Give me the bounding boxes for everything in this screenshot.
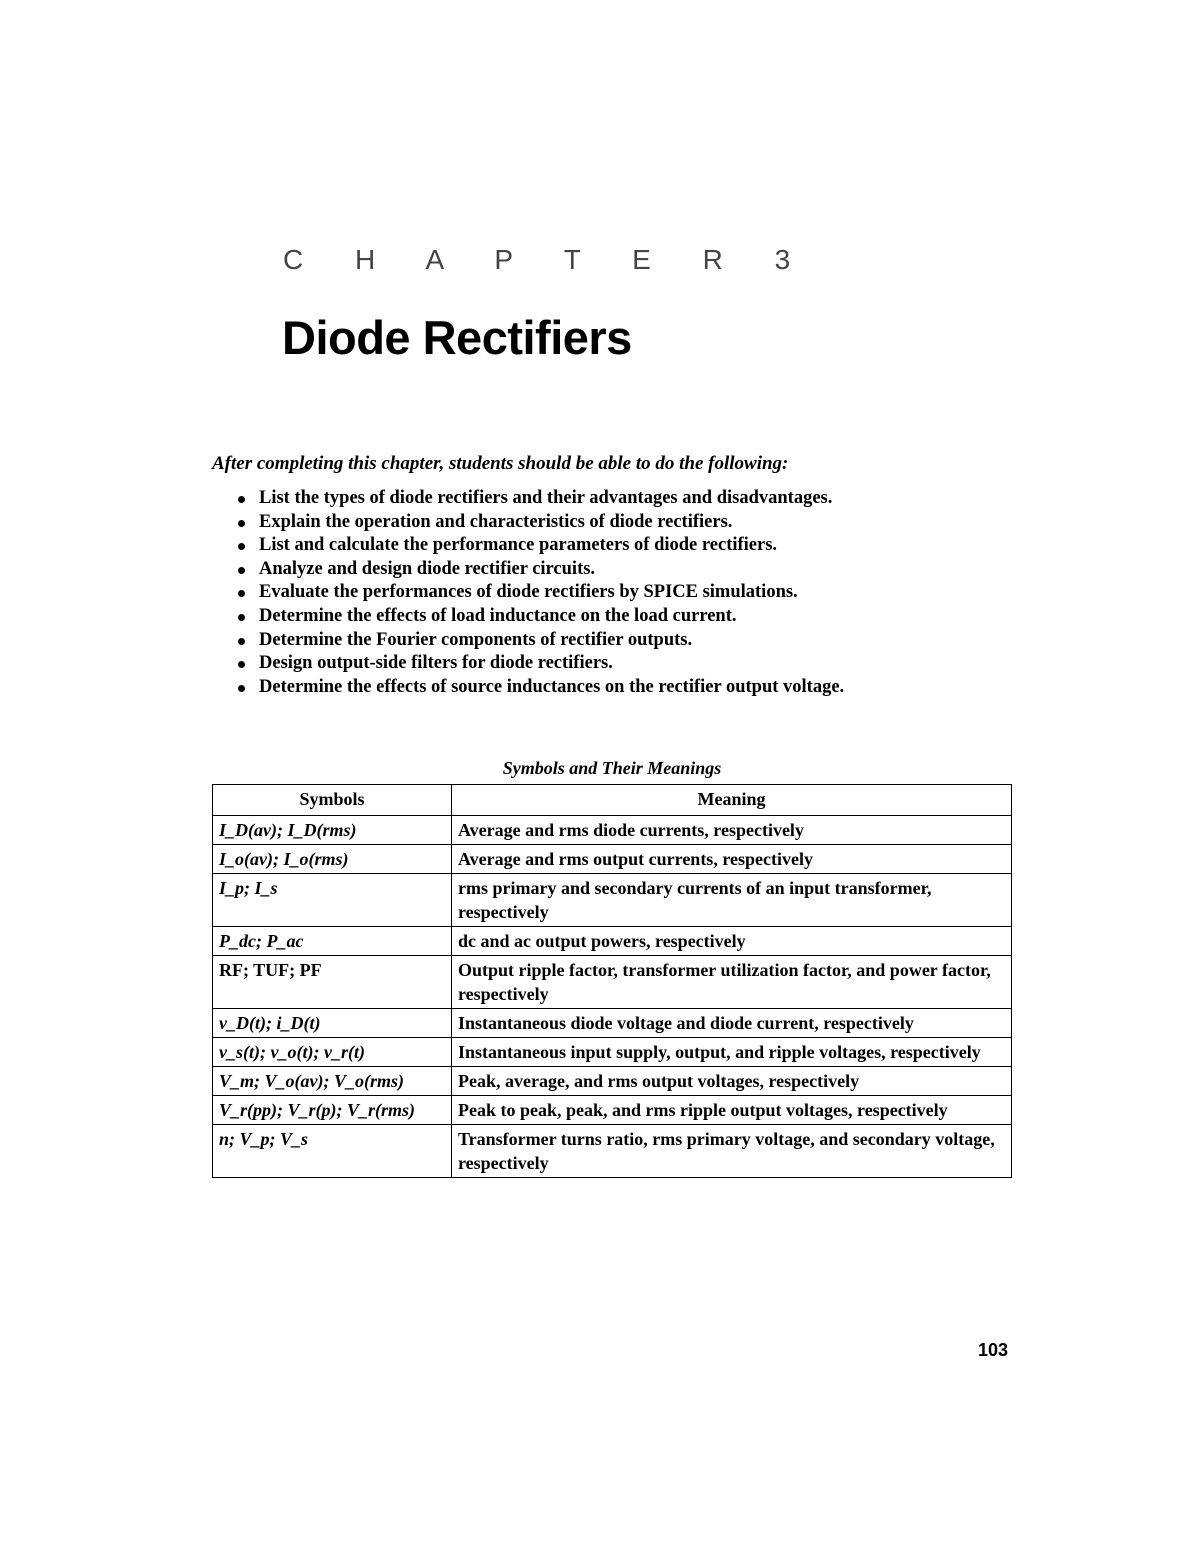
symbol-cell: n; V_p; V_s: [213, 1125, 452, 1178]
symbol-cell: V_r(pp); V_r(p); V_r(rms): [213, 1096, 452, 1125]
objectives-heading: After completing this chapter, students should be able to do the following:: [212, 453, 789, 474]
objective-item: Determine the Fourier components of rectifier outputs.: [236, 629, 844, 653]
symbol-cell: I_p; I_s: [213, 874, 452, 927]
objective-item: Determine the effects of load inductance on the load current.: [236, 605, 844, 629]
column-header-symbols: Symbols: [213, 785, 452, 816]
table-row: [213, 1009, 1012, 1038]
symbols-table: [212, 784, 1012, 1178]
table-row: [213, 1096, 1012, 1125]
meaning-cell: Instantaneous input supply, output, and ripple voltages, respectively: [452, 1038, 1012, 1067]
table-row: [213, 927, 1012, 956]
meaning-cell: Average and rms output currents, respectively: [452, 845, 1012, 874]
objective-item: Explain the operation and characteristics of diode rectifiers.: [236, 511, 844, 535]
meaning-cell: rms primary and secondary currents of an input transformer, respectively: [452, 874, 1012, 927]
table-row: [213, 956, 1012, 1009]
objective-item: Analyze and design diode rectifier circuits.: [236, 558, 844, 582]
objective-item: List the types of diode rectifiers and their advantages and disadvantages.: [236, 487, 844, 511]
symbol-cell: RF; TUF; PF: [213, 956, 452, 1009]
objective-item: Determine the effects of source inductances on the rectifier output voltage.: [236, 676, 844, 700]
column-header-meaning: Meaning: [452, 785, 1012, 816]
objective-item: List and calculate the performance parameters of diode rectifiers.: [236, 534, 844, 558]
meaning-cell: Output ripple factor, transformer utilization factor, and power factor, respectively: [452, 956, 1012, 1009]
meaning-cell: dc and ac output powers, respectively: [452, 927, 1012, 956]
symbol-cell: P_dc; P_ac: [213, 927, 452, 956]
table-row: [213, 1125, 1012, 1178]
symbol-cell: v_D(t); i_D(t): [213, 1009, 452, 1038]
symbol-cell: v_s(t); v_o(t); v_r(t): [213, 1038, 452, 1067]
chapter-label: C H A P T E R 3: [283, 244, 813, 275]
objective-item: Evaluate the performances of diode rectifiers by SPICE simulations.: [236, 581, 844, 605]
table-row: [213, 1038, 1012, 1067]
table-row: [213, 874, 1012, 927]
objectives-list: [236, 487, 844, 699]
table-row: [213, 816, 1012, 845]
symbol-cell: I_o(av); I_o(rms): [213, 845, 452, 874]
symbol-cell: I_D(av); I_D(rms): [213, 816, 452, 845]
meaning-cell: Transformer turns ratio, rms primary voltage, and secondary voltage, respectively: [452, 1125, 1012, 1178]
symbol-cell: V_m; V_o(av); V_o(rms): [213, 1067, 452, 1096]
meaning-cell: Peak, average, and rms output voltages, respectively: [452, 1067, 1012, 1096]
meaning-cell: Average and rms diode currents, respectively: [452, 816, 1012, 845]
objective-item: Design output-side filters for diode rectifiers.: [236, 652, 844, 676]
meaning-cell: Peak to peak, peak, and rms ripple output voltages, respectively: [452, 1096, 1012, 1125]
table-row: [213, 1067, 1012, 1096]
meaning-cell: Instantaneous diode voltage and diode current, respectively: [452, 1009, 1012, 1038]
table-caption: Symbols and Their Meanings: [502, 758, 722, 778]
table-header-row: [213, 785, 1012, 816]
chapter-title: Diode Rectifiers: [282, 311, 632, 364]
table-row: [213, 845, 1012, 874]
page-number: 103: [978, 1340, 1009, 1360]
